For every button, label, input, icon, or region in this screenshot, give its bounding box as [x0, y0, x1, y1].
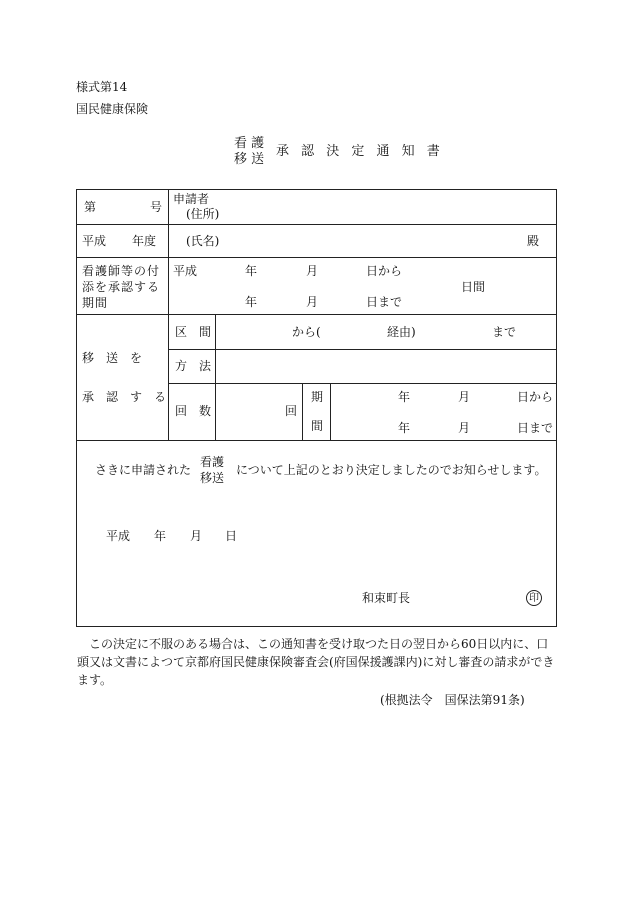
number-label: 第 — [84, 200, 97, 214]
row-divider — [76, 314, 557, 315]
notice-kind-bottom: 移送 — [200, 471, 225, 485]
day-until: 日まで — [366, 295, 403, 309]
mayor-title: 和束町長 — [362, 591, 411, 605]
section-via: 経由) — [387, 325, 416, 339]
column-divider — [168, 189, 169, 440]
period-label: 期 — [311, 390, 324, 404]
seal-mark: 印 — [526, 590, 542, 606]
column-divider — [330, 383, 331, 440]
date-month: 月 — [190, 529, 203, 543]
appeal-notice: この決定に不服のある場合は、この通知書を受け取つた日の翌日から60日以内に、口頭又は文書によつて京都府国民健康保険審査会(府国保援護課内)に対し審査の請求ができます。 — [77, 637, 555, 687]
legal-basis: (根拠法令 国保法第91条) — [380, 693, 525, 707]
method-label: 方 法 — [175, 359, 212, 373]
count-unit: 回 — [285, 404, 298, 418]
date-era: 平成 — [106, 529, 131, 543]
period-label: 間 — [311, 419, 324, 433]
month-unit: 月 — [306, 295, 319, 309]
year-unit: 年 — [398, 390, 411, 404]
year-label: 平成 — [82, 234, 107, 248]
day-from: 日から — [366, 264, 403, 278]
notice-suffix: について上記のとおり決定しましたのでお知らせします。 — [236, 463, 547, 477]
row-divider — [168, 349, 557, 350]
row-divider — [76, 440, 557, 441]
number-suffix: 号 — [150, 200, 163, 214]
notice-kind-top: 看護 — [200, 455, 225, 469]
section-label: 区 間 — [175, 325, 212, 339]
title-kind-bottom: 移 送 — [234, 152, 265, 167]
insurance-name: 国民健康保険 — [76, 102, 149, 116]
name-label: (氏名) — [186, 234, 220, 248]
nursing-label: 添を承認する — [82, 280, 161, 294]
nursing-label: 看護師等の付 — [82, 264, 161, 278]
column-divider — [302, 383, 303, 440]
notice-prefix: さきに申請された — [95, 463, 192, 477]
year-unit: 年 — [398, 421, 411, 435]
date-day: 日 — [225, 529, 238, 543]
form-number: 様式第14 — [76, 80, 128, 94]
year-unit: 年 — [245, 264, 258, 278]
date-year: 年 — [154, 529, 167, 543]
transfer-label: 移 送 を — [82, 351, 143, 365]
month-unit: 月 — [458, 390, 471, 404]
row-divider — [76, 257, 557, 258]
notice-form — [76, 189, 557, 627]
year-unit: 年 — [245, 295, 258, 309]
applicant-label: 申請者 — [173, 192, 210, 206]
day-from: 日から — [517, 390, 554, 404]
nursing-label: 期間 — [82, 296, 109, 310]
section-from: から( — [292, 325, 321, 339]
days-unit: 日間 — [461, 280, 486, 294]
nursing-era: 平成 — [173, 264, 198, 278]
title-kind-top: 看 護 — [234, 136, 265, 151]
row-divider — [76, 224, 557, 225]
section-to: まで — [492, 325, 517, 339]
month-unit: 月 — [458, 421, 471, 435]
transfer-label: 承 認 す る — [82, 390, 167, 404]
count-label: 回 数 — [175, 404, 212, 418]
row-divider — [168, 383, 557, 384]
address-label: (住所) — [186, 207, 220, 221]
day-until: 日まで — [517, 421, 554, 435]
fiscal-year-label: 年度 — [132, 234, 157, 248]
month-unit: 月 — [306, 264, 319, 278]
column-divider — [215, 314, 216, 440]
document-title: 承 認 決 定 通 知 書 — [276, 144, 444, 159]
honorific: 殿 — [527, 234, 540, 248]
